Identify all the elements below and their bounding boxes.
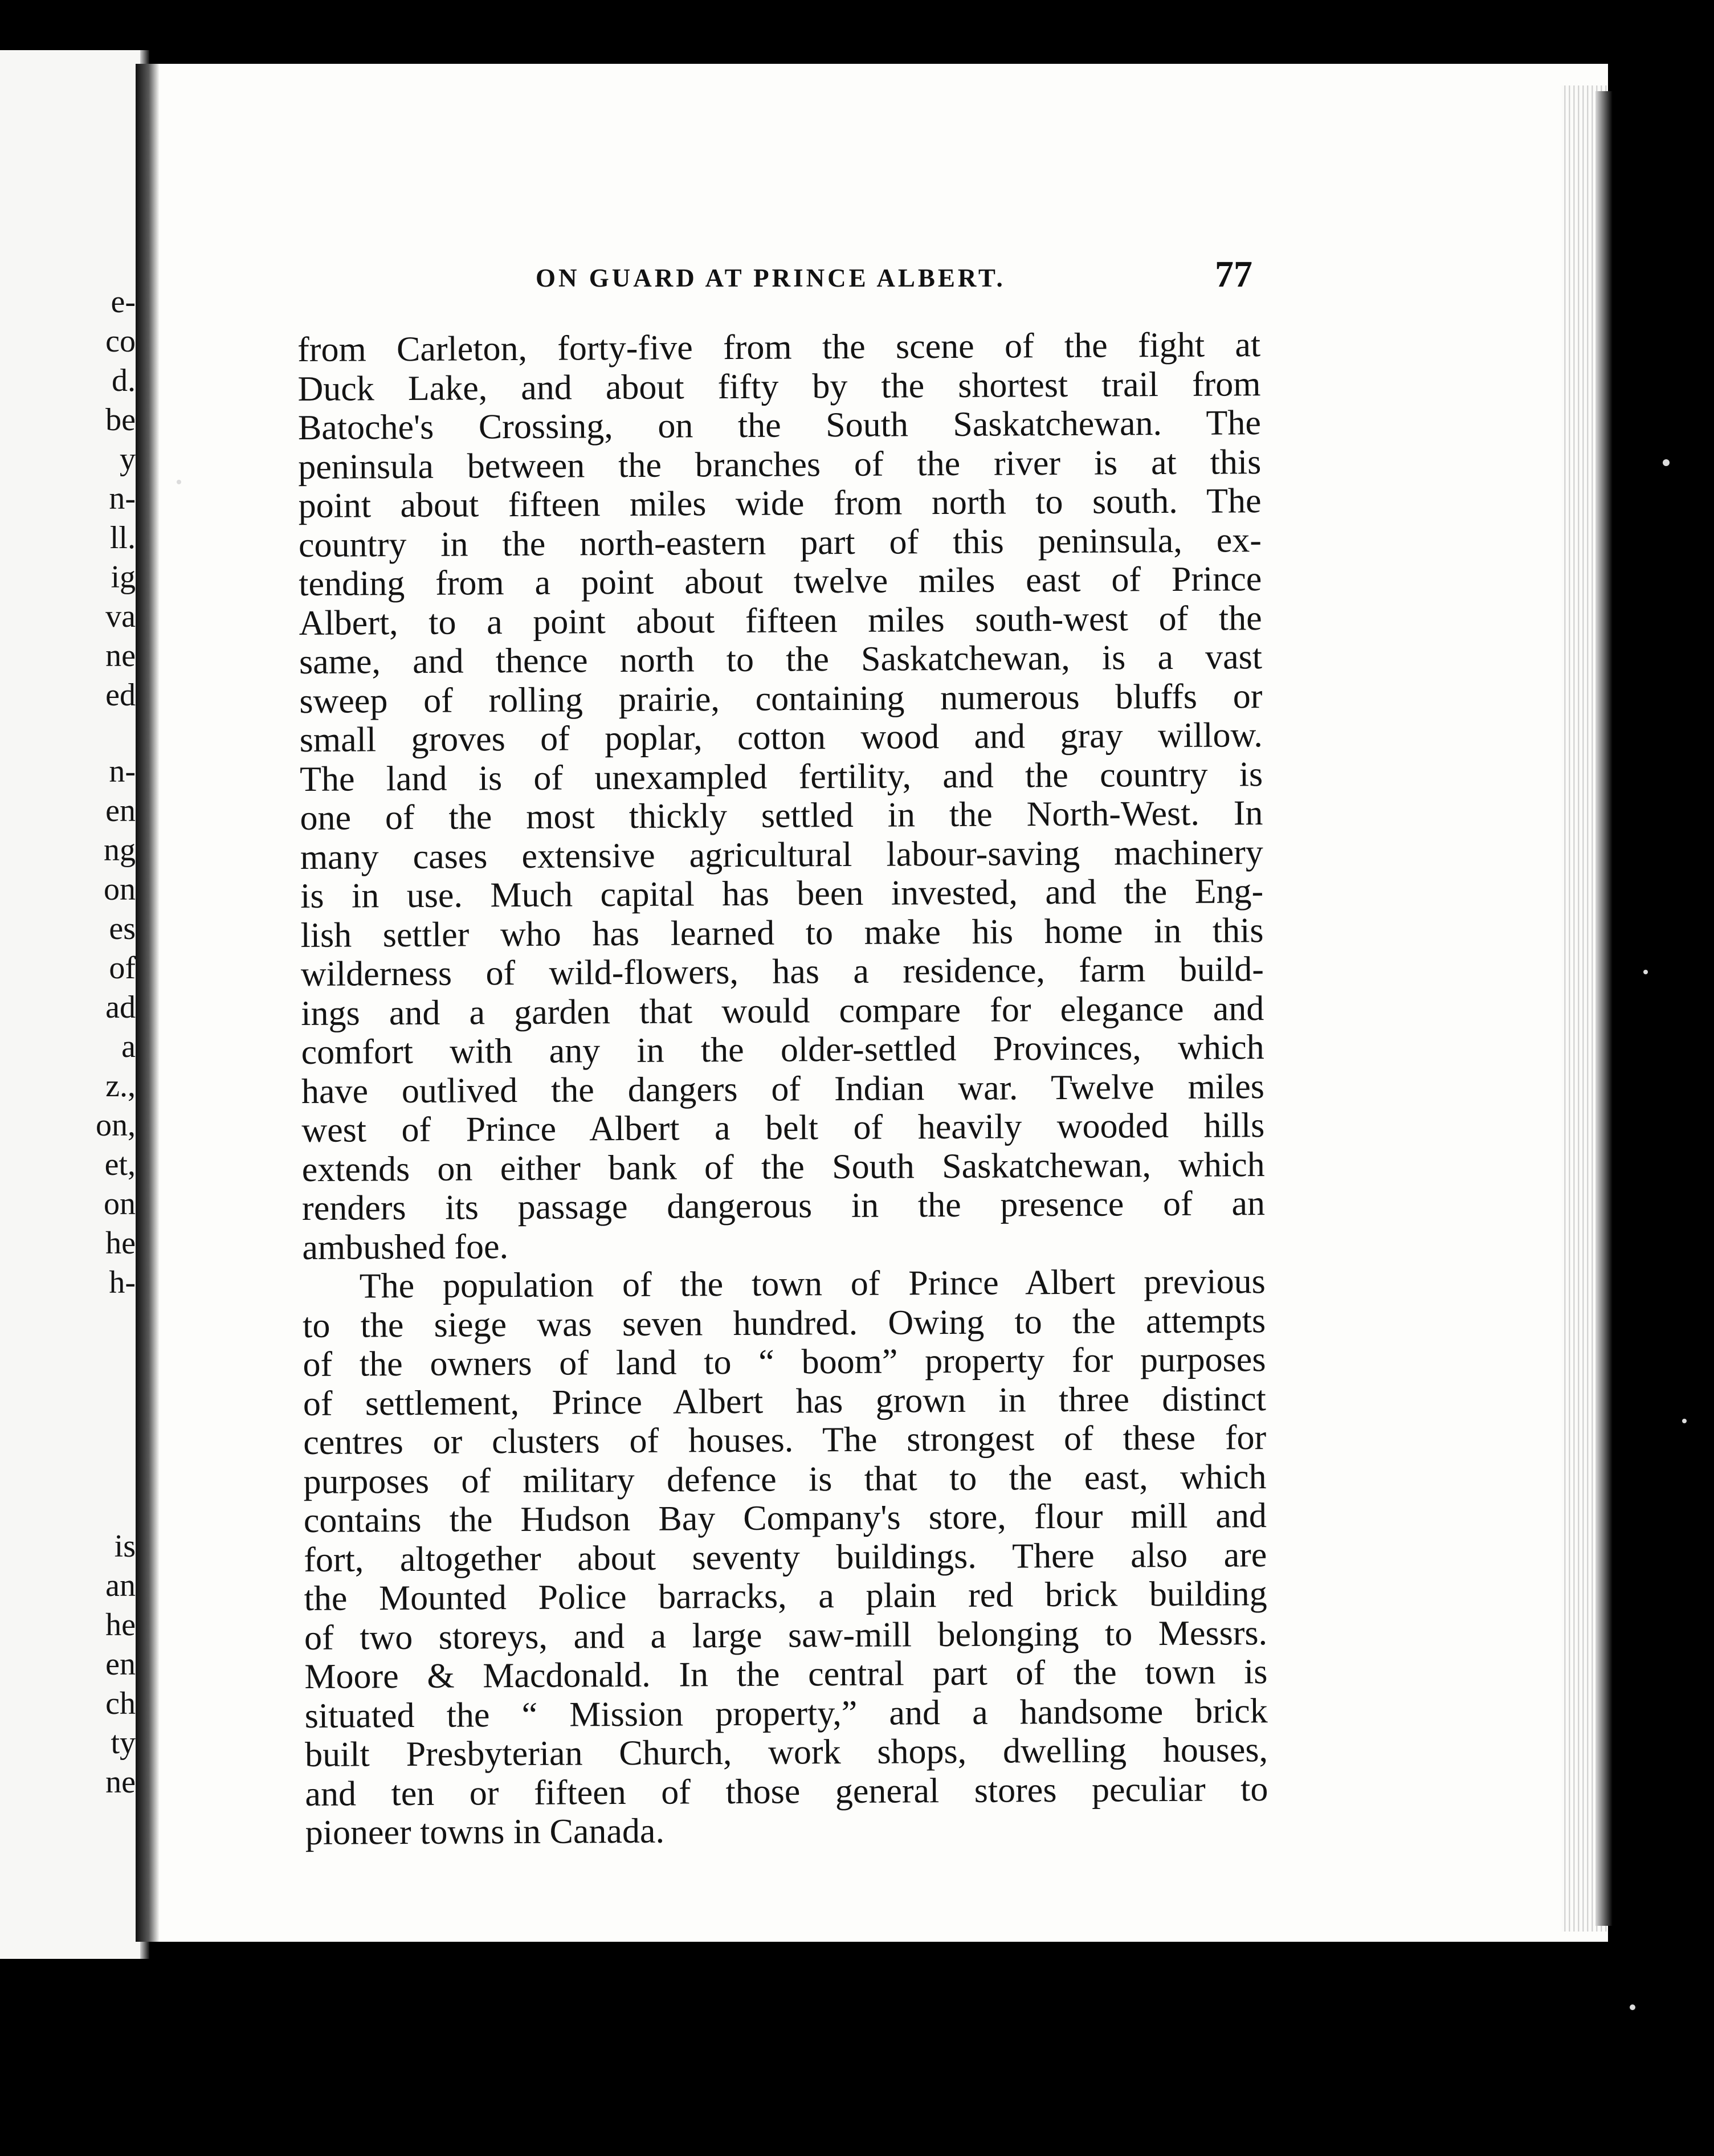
text-line: is in use. Much capital has been invested, and the Eng- [300, 872, 1264, 916]
text-line: from Carleton, forty-five from the scene of the fight at [297, 325, 1261, 369]
text-line: Batoche's Crossing, on the South Saskatchewan. The [297, 403, 1262, 447]
facing-page-fragment: ne [105, 638, 136, 673]
text-line: small groves of poplar, cotton wood and gray willow. [299, 716, 1263, 760]
text-line: peninsula between the branches of the river is at this [298, 442, 1262, 487]
text-line: Duck Lake, and about fifty by the shortest trail from [297, 364, 1261, 409]
text-line: pioneer towns in Canada. [305, 1811, 665, 1852]
facing-page-fragment: ty [111, 1725, 136, 1761]
facing-page-fragment: en [105, 1647, 136, 1682]
facing-page-fragment: z., [105, 1068, 136, 1104]
text-line: ambushed foe. [302, 1227, 509, 1267]
facing-page-fragment: va [105, 599, 136, 634]
scan-speck [1630, 2004, 1635, 2010]
text-line: one of the most thickly settled in the North-West. In [300, 794, 1263, 838]
text-line: of settlement, Prince Albert has grown in three distinct [303, 1379, 1267, 1423]
text-line: point about fifteen miles wide from north to south. The [298, 481, 1262, 525]
facing-page-fragment: a [121, 1029, 136, 1064]
text-line: to the siege was seven hundred. Owing to the attempts [302, 1301, 1266, 1345]
text-line: sweep of rolling prairie, containing numerous bluffs or [299, 676, 1263, 721]
text-line: and ten or fifteen of those general stores peculiar to [305, 1769, 1268, 1814]
text-line: west of Prince Albert a belt of heavily wooded hills [301, 1106, 1265, 1150]
text-line: the Mounted Police barracks, a plain red brick building [304, 1574, 1267, 1618]
text-line: built Presbyterian Church, work shops, dwelling houses, [304, 1730, 1268, 1774]
text-line: many cases extensive agricultural labour-saving machinery [300, 832, 1263, 877]
text-line: fort, altogether about seventy buildings. There also are [304, 1535, 1267, 1579]
facing-page-fragment: ch [105, 1686, 136, 1721]
body-text [297, 325, 1268, 1852]
text-line: The land is of unexampled fertility, and the country is [299, 754, 1263, 799]
text-line: situated the “ Mission property,” and a handsome brick [304, 1691, 1268, 1736]
facing-page-fragment: of [109, 950, 136, 986]
facing-page-fragment: h- [109, 1265, 136, 1300]
text-line: of the owners of land to “ boom” property for purposes [303, 1340, 1266, 1384]
facing-page-fragment: en [105, 793, 136, 828]
facing-page-fragment: ed [105, 677, 136, 713]
text-line: contains the Hudson Bay Company's store, flour mill and [303, 1496, 1267, 1540]
facing-page-fragment: ne [105, 1765, 136, 1800]
facing-page-fragment: y [120, 442, 136, 477]
facing-page-fragment: he [105, 1607, 136, 1643]
facing-page-fragment: e- [111, 284, 136, 320]
facing-page-fragment: on [104, 1186, 136, 1222]
text-line: The population of the town of Prince Albert previous [359, 1262, 1266, 1306]
text-line: same, and thence north to the Saskatchewan, is a vast [299, 638, 1263, 681]
scan-speck [177, 480, 181, 484]
text-line: extends on either bank of the South Saskatchewan, which [301, 1145, 1265, 1189]
text-line: renders its passage dangerous in the presence of an [301, 1184, 1266, 1228]
running-head [536, 253, 1259, 304]
facing-page-fragment: co [105, 324, 136, 359]
facing-page-fragment: es [109, 911, 136, 946]
text-line: of two storeys, and a large saw-mill belonging to Messrs. [304, 1613, 1268, 1657]
facing-page [0, 50, 149, 1959]
text-line: purposes of military defence is that to the east, which [303, 1457, 1267, 1501]
facing-page-fragment: on, [96, 1108, 136, 1143]
facing-page-fragment: ll. [109, 520, 136, 556]
facing-page-fragment: d. [112, 363, 136, 398]
facing-page-fragment: ad [105, 990, 136, 1025]
facing-page-fragment: n- [109, 754, 136, 789]
facing-page-fragment: is [114, 1529, 136, 1564]
text-line: tending from a point about twelve miles east of Prince [299, 560, 1262, 603]
facing-page-text-fragments [44, 752, 136, 1302]
text-line: country in the north-eastern part of this peninsula, ex- [298, 520, 1262, 565]
page-edge-shadow [1595, 91, 1613, 1926]
facing-page-fragment: ng [104, 832, 136, 868]
facing-page-fragment: on [104, 872, 136, 907]
facing-page-fragment: ig [111, 560, 136, 595]
running-title: ON GUARD AT PRINCE ALBERT. [536, 264, 1006, 292]
text-line: have outlived the dangers of Indian war. Twelve miles [301, 1067, 1265, 1111]
text-line: comfort with any in the older-settled Provinces, which [301, 1028, 1264, 1072]
text-line: lish settler who has learned to make his home in this [300, 910, 1264, 955]
facing-page-fragment: et, [104, 1147, 136, 1182]
facing-page-fragment: n- [109, 481, 136, 516]
facing-page-text-fragments [44, 1527, 136, 1802]
facing-page-fragment: be [105, 402, 136, 438]
text-line: Albert, to a point about fifteen miles south-west of the [299, 598, 1262, 643]
scan-speck [1682, 1419, 1687, 1423]
text-line: ings and a garden that would compare for elegance and [301, 989, 1264, 1033]
page-gutter-shadow [136, 64, 160, 1942]
facing-page-fragment: he [105, 1226, 136, 1261]
text-line: Moore & Macdonald. In the central part of the town is [304, 1652, 1268, 1696]
scan-speck [1663, 459, 1670, 466]
page-number: 77 [1215, 254, 1252, 295]
scan-speck [1643, 970, 1648, 974]
text-line: wilderness of wild-flowers, has a residence, farm build- [300, 950, 1264, 994]
facing-page-text-fragments [44, 283, 136, 715]
text-line: centres or clusters of houses. The strongest of these for [303, 1418, 1267, 1462]
facing-page-fragment: an [105, 1568, 136, 1603]
